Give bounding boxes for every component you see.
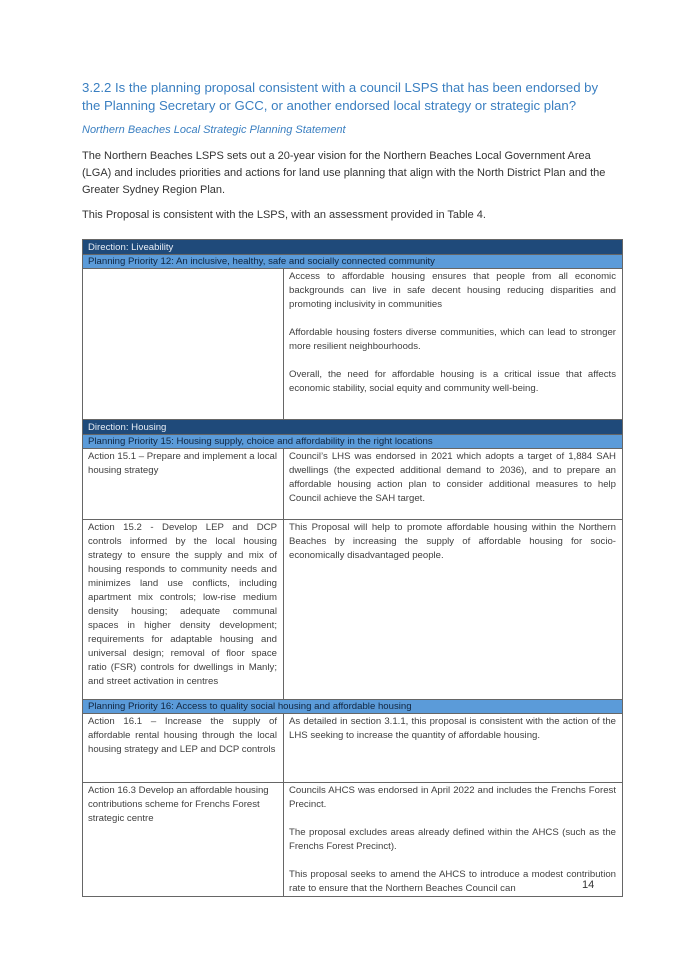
assessment-cell bbox=[284, 783, 623, 897]
assessment-cell bbox=[284, 714, 623, 783]
priority-label: Planning Priority 12: An inclusive, healthy, safe and socially connected community bbox=[83, 255, 623, 269]
assessment-text: Affordable housing fosters diverse communities, which can lead to stronger more resilient neighbourhoods. bbox=[289, 327, 616, 352]
table-row bbox=[83, 783, 623, 897]
assessment-text: This Proposal will help to promote affordable housing within the Northern Beaches by increasing the supply of affordable housing for socio-economically disadvantaged people. bbox=[289, 522, 616, 561]
table-row bbox=[83, 269, 623, 420]
action-cell: Action 16.1 – Increase the supply of affordable rental housing through the local housing strategy and LEP and DCP controls bbox=[83, 714, 284, 783]
assessment-text: This proposal seeks to amend the AHCS to introduce a modest contribution rate to ensure that the Northern Beaches Council can bbox=[289, 869, 616, 894]
direction-label: Direction: Housing bbox=[83, 420, 623, 435]
consistency-paragraph: This Proposal is consistent with the LSPS, with an assessment provided in Table 4. bbox=[82, 209, 486, 221]
priority-label: Planning Priority 16: Access to quality social housing and affordable housing bbox=[83, 700, 623, 714]
assessment-text: Council’s LHS was endorsed in 2021 which adopts a target of 1,884 SAH dwellings (the expected additional demand to 2036), and to prepare an affordable housing action plan to consider additional measures to help Council achieve the SAH target. bbox=[289, 451, 616, 504]
assessment-cell bbox=[284, 449, 623, 520]
action-cell: Action 15.2 - Develop LEP and DCP controls informed by the local housing strategy to ensure the supply and mix of housing responds to community needs and minimizes land use conflicts, including apartment mix controls; low-rise medium density housing; adequate communal spaces in higher density development; requirements for adaptable housing and universal design; removal of floor space ratio (FSR) controls for dwellings in Manly; and street activation in centres bbox=[83, 520, 284, 700]
assessment-text: The proposal excludes areas already defined within the AHCS (such as the Frenchs Forest Precinct). bbox=[289, 827, 616, 852]
lsps-assessment-table bbox=[82, 239, 623, 897]
priority-label: Planning Priority 15: Housing supply, choice and affordability in the right locations bbox=[83, 435, 623, 449]
table-row bbox=[83, 449, 623, 520]
assessment-text: As detailed in section 3.1.1, this proposal is consistent with the action of the LHS seeking to increase the quantity of affordable housing. bbox=[289, 716, 616, 741]
direction-row bbox=[83, 420, 623, 435]
section-heading: 3.2.2 Is the planning proposal consistent with a council LSPS that has been endorsed by the Planning Secretary or GCC, or another endorsed local strategy or strategic plan? bbox=[82, 80, 599, 113]
priority-row bbox=[83, 700, 623, 714]
assessment-text: Overall, the need for affordable housing is a critical issue that affects economic stability, social equity and community well-being. bbox=[289, 369, 616, 394]
section-subheading: Northern Beaches Local Strategic Planning Statement bbox=[82, 124, 346, 136]
action-cell: Action 15.1 – Prepare and implement a local housing strategy bbox=[83, 449, 284, 520]
action-cell bbox=[83, 269, 284, 420]
priority-row bbox=[83, 255, 623, 269]
action-cell: Action 16.3 Develop an affordable housing contributions scheme for Frenchs Forest strategic centre bbox=[83, 783, 284, 897]
direction-row bbox=[83, 240, 623, 255]
table-row bbox=[83, 520, 623, 700]
assessment-text: Councils AHCS was endorsed in April 2022 and includes the Frenchs Forest Precinct. bbox=[289, 785, 616, 810]
page-number: 14 bbox=[582, 879, 595, 891]
direction-label: Direction: Liveability bbox=[83, 240, 623, 255]
assessment-text: Access to affordable housing ensures that people from all economic backgrounds can live in safe decent housing reducing disparities and promoting inclusivity in communities bbox=[289, 271, 616, 310]
assessment-cell bbox=[284, 520, 623, 700]
priority-row bbox=[83, 435, 623, 449]
assessment-cell bbox=[284, 269, 623, 420]
table-row bbox=[83, 714, 623, 783]
intro-paragraph: The Northern Beaches LSPS sets out a 20-year vision for the Northern Beaches Local Government Area (LGA) and includes priorities and actions for land use planning that align with the North District Plan and the Greater Sydney Region Plan. bbox=[82, 150, 606, 196]
